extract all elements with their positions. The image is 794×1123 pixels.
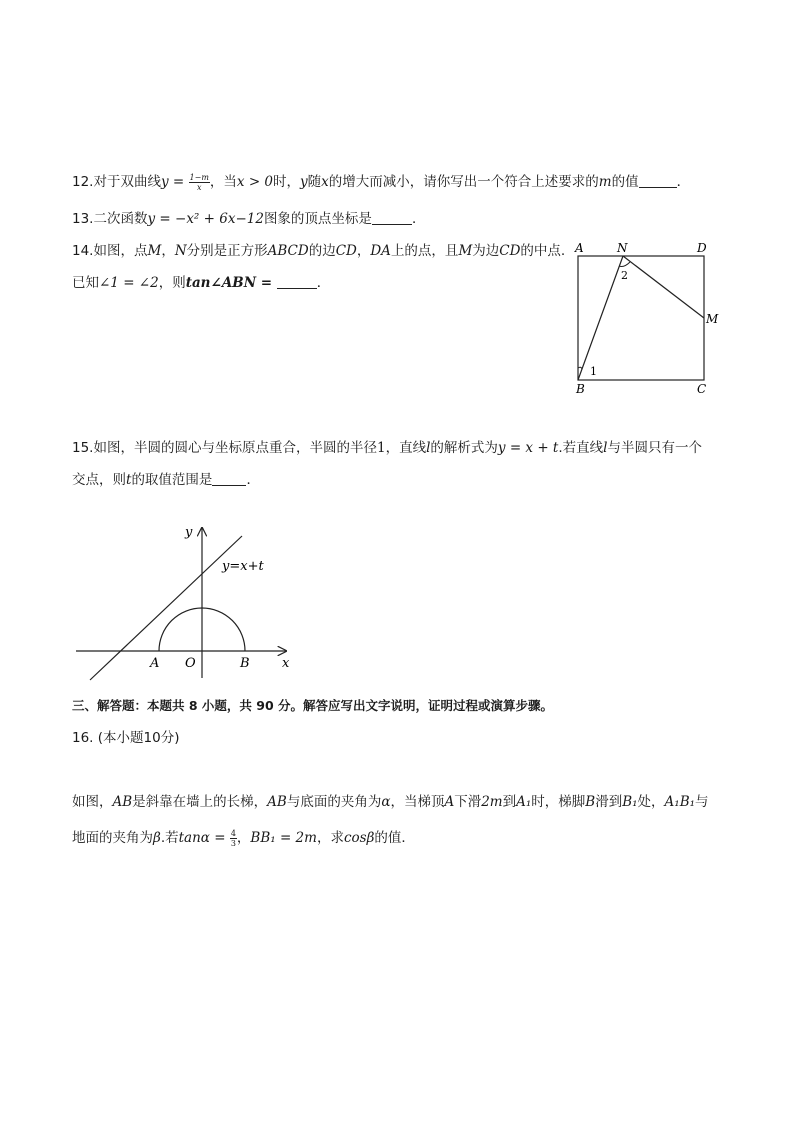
q16-text: .若 — [160, 830, 179, 846]
q16-text: 如图， — [72, 794, 113, 810]
segment-nm — [623, 256, 704, 318]
q12-tail: ． — [676, 174, 691, 190]
question-15-line-2 — [72, 468, 260, 488]
q12-text-pre: 对于双曲线 — [93, 174, 161, 190]
q16-var-b1: B₁ — [622, 794, 638, 810]
q15-text: 的取值范围是 — [131, 472, 213, 488]
q14-answer-blank[interactable] — [277, 274, 317, 289]
q12-number: 12. — [72, 174, 94, 190]
q14-text: 如图，点 — [93, 243, 148, 259]
q13-expr: y = −x² + 6x−12 — [147, 211, 264, 227]
q16-text: 时，梯脚 — [531, 794, 586, 810]
q16-text: 与 — [695, 794, 709, 810]
square-abcd — [578, 256, 704, 380]
label-m: M — [706, 312, 719, 326]
q12-yv: y — [300, 174, 308, 190]
q16-cos-beta: cosβ — [343, 830, 375, 846]
q14-text: ，则 — [158, 275, 186, 291]
label-b: B — [240, 656, 250, 671]
q14-tail: ． — [316, 275, 331, 291]
q15-expr: y = x + t — [497, 440, 559, 456]
q15-var-l2: l — [603, 440, 608, 456]
q16-eq: = — [209, 830, 230, 846]
q16-tan-alpha: tanα — [178, 830, 210, 846]
q14-square-figure — [566, 238, 726, 398]
question-15-line-1 — [72, 436, 702, 456]
q15-var-l: l — [426, 440, 431, 456]
q12-mv: m — [598, 174, 612, 190]
q14-var-abcd: ABCD — [267, 243, 309, 259]
q16-text: ，求 — [316, 830, 344, 846]
q16-var-ab: AB — [112, 794, 133, 810]
label-y: y — [185, 525, 193, 540]
question-14-line-1 — [72, 239, 565, 259]
q12-y: y — [160, 174, 169, 190]
q16-text: 到 — [502, 794, 517, 810]
q16-var-a1: A₁ — [516, 794, 532, 810]
q15-text: ，直线 — [385, 440, 427, 456]
q13-text-end: 图象的顶点坐标是 — [263, 211, 372, 227]
question-16-line-1 — [72, 790, 709, 810]
q12-frac-num: 1−m — [189, 172, 209, 182]
q16-text: 是斜靠在墙上的长梯， — [132, 794, 268, 810]
q14-text: 已知 — [72, 275, 99, 291]
q14-tan-expr: tan∠ABN = — [185, 275, 277, 291]
q16-alpha: α — [381, 794, 391, 810]
q12-text-mid3: 随 — [307, 174, 322, 190]
q16-text: 的值． — [374, 830, 415, 846]
q16-text: 与底面的夹角为 — [286, 794, 382, 810]
q16-frac-den: 3 — [230, 838, 236, 848]
q12-eq: = — [168, 174, 189, 190]
label-d: D — [697, 241, 707, 255]
label-a: A — [150, 656, 160, 671]
label-angle-2: 2 — [621, 269, 628, 282]
q15-text: 交点，则 — [72, 472, 126, 488]
q14-comma: ， — [161, 243, 175, 259]
label-n: N — [617, 241, 628, 255]
q15-graph-figure — [72, 518, 304, 684]
q15-radius: 1 — [376, 440, 386, 456]
q12-text-mid2: 时， — [273, 174, 301, 190]
q13-text-pre: 二次函数 — [93, 211, 148, 227]
q14-var-da: DA — [370, 243, 391, 259]
q16-var-a1b1: A₁B₁ — [664, 794, 696, 810]
q14-number: 14. — [72, 243, 94, 259]
label-x: x — [282, 656, 290, 671]
label-b: B — [576, 382, 585, 396]
segment-bn — [578, 256, 623, 380]
q14-var-cd: CD — [335, 243, 357, 259]
q16-text: 处， — [637, 794, 665, 810]
q14-var-m: M — [147, 243, 162, 259]
q14-var-n: N — [174, 243, 187, 259]
q16-text: 滑到 — [595, 794, 623, 810]
q16-fraction — [230, 829, 237, 848]
q15-text: .若直线 — [558, 440, 604, 456]
q12-xv: x — [321, 174, 329, 190]
question-14-line-2 — [72, 271, 330, 291]
q14-text: 的边 — [308, 243, 336, 259]
section-3-title: 三、解答题：本题共 8 小题，共 90 分。解答应写出文字说明，证明过程或演算步骤。 — [72, 698, 554, 713]
label-angle-1: 1 — [590, 365, 597, 378]
q16-var-a: A — [444, 794, 455, 810]
q16-text: 下滑 — [454, 794, 482, 810]
q15-text: 与半圆只有一个 — [607, 440, 702, 456]
q16-text: 地面的夹角为 — [72, 830, 153, 846]
question-13 — [72, 207, 425, 227]
q15-tail: ． — [246, 472, 260, 488]
q16-bb1: BB₁ = 2m — [250, 830, 317, 846]
label-c: C — [697, 382, 707, 396]
q16-var-b: B — [585, 794, 596, 810]
label-line: y=x+t — [222, 559, 264, 574]
q16-var-ab2: AB — [267, 794, 287, 810]
q12-answer-blank[interactable] — [639, 173, 677, 188]
q14-var-m2: M — [458, 243, 473, 259]
q12-frac-den: x — [196, 182, 202, 192]
q14-text: 为边 — [472, 243, 500, 259]
q14-text: 分别是正方形 — [186, 243, 268, 259]
question-12 — [72, 170, 690, 192]
q13-number: 13. — [72, 211, 94, 227]
q12-text-mid1: ，当 — [209, 174, 237, 190]
q16-two-m: 2m — [481, 794, 503, 810]
q14-comma: ， — [356, 243, 371, 259]
q16-text: ，当梯顶 — [390, 794, 445, 810]
q12-fraction — [189, 173, 210, 192]
q16-frac-num: 4 — [230, 828, 236, 838]
q12-text-mid4: 的增大而减小，请你写出一个符合上述要求的 — [328, 174, 599, 190]
q13-answer-blank[interactable] — [372, 210, 412, 225]
label-a: A — [575, 241, 584, 255]
label-o: O — [185, 656, 196, 671]
q15-answer-blank[interactable] — [212, 471, 246, 486]
q12-cond: x > 0 — [236, 174, 274, 190]
q12-text-end: 的值 — [611, 174, 639, 190]
question-16-line-2 — [72, 826, 415, 848]
q14-var-cd2: CD — [499, 243, 521, 259]
q14-text: 上的点，且 — [390, 243, 459, 259]
q15-text: 如图，半圆的圆心与坐标原点重合，半圆的半径 — [93, 440, 377, 456]
q16-beta: β — [153, 830, 161, 846]
q15-var-t: t — [126, 472, 132, 488]
q14-text: 的中点. — [520, 243, 566, 259]
q14-angles: ∠1 = ∠2 — [99, 275, 159, 291]
q13-tail: ． — [411, 211, 426, 227]
question-16-header: 16. (本小题10分) — [72, 730, 180, 746]
q15-number: 15. — [72, 440, 94, 456]
line-l — [90, 536, 242, 680]
q15-text: 的解析式为 — [430, 440, 498, 456]
q16-text: ， — [236, 830, 251, 846]
